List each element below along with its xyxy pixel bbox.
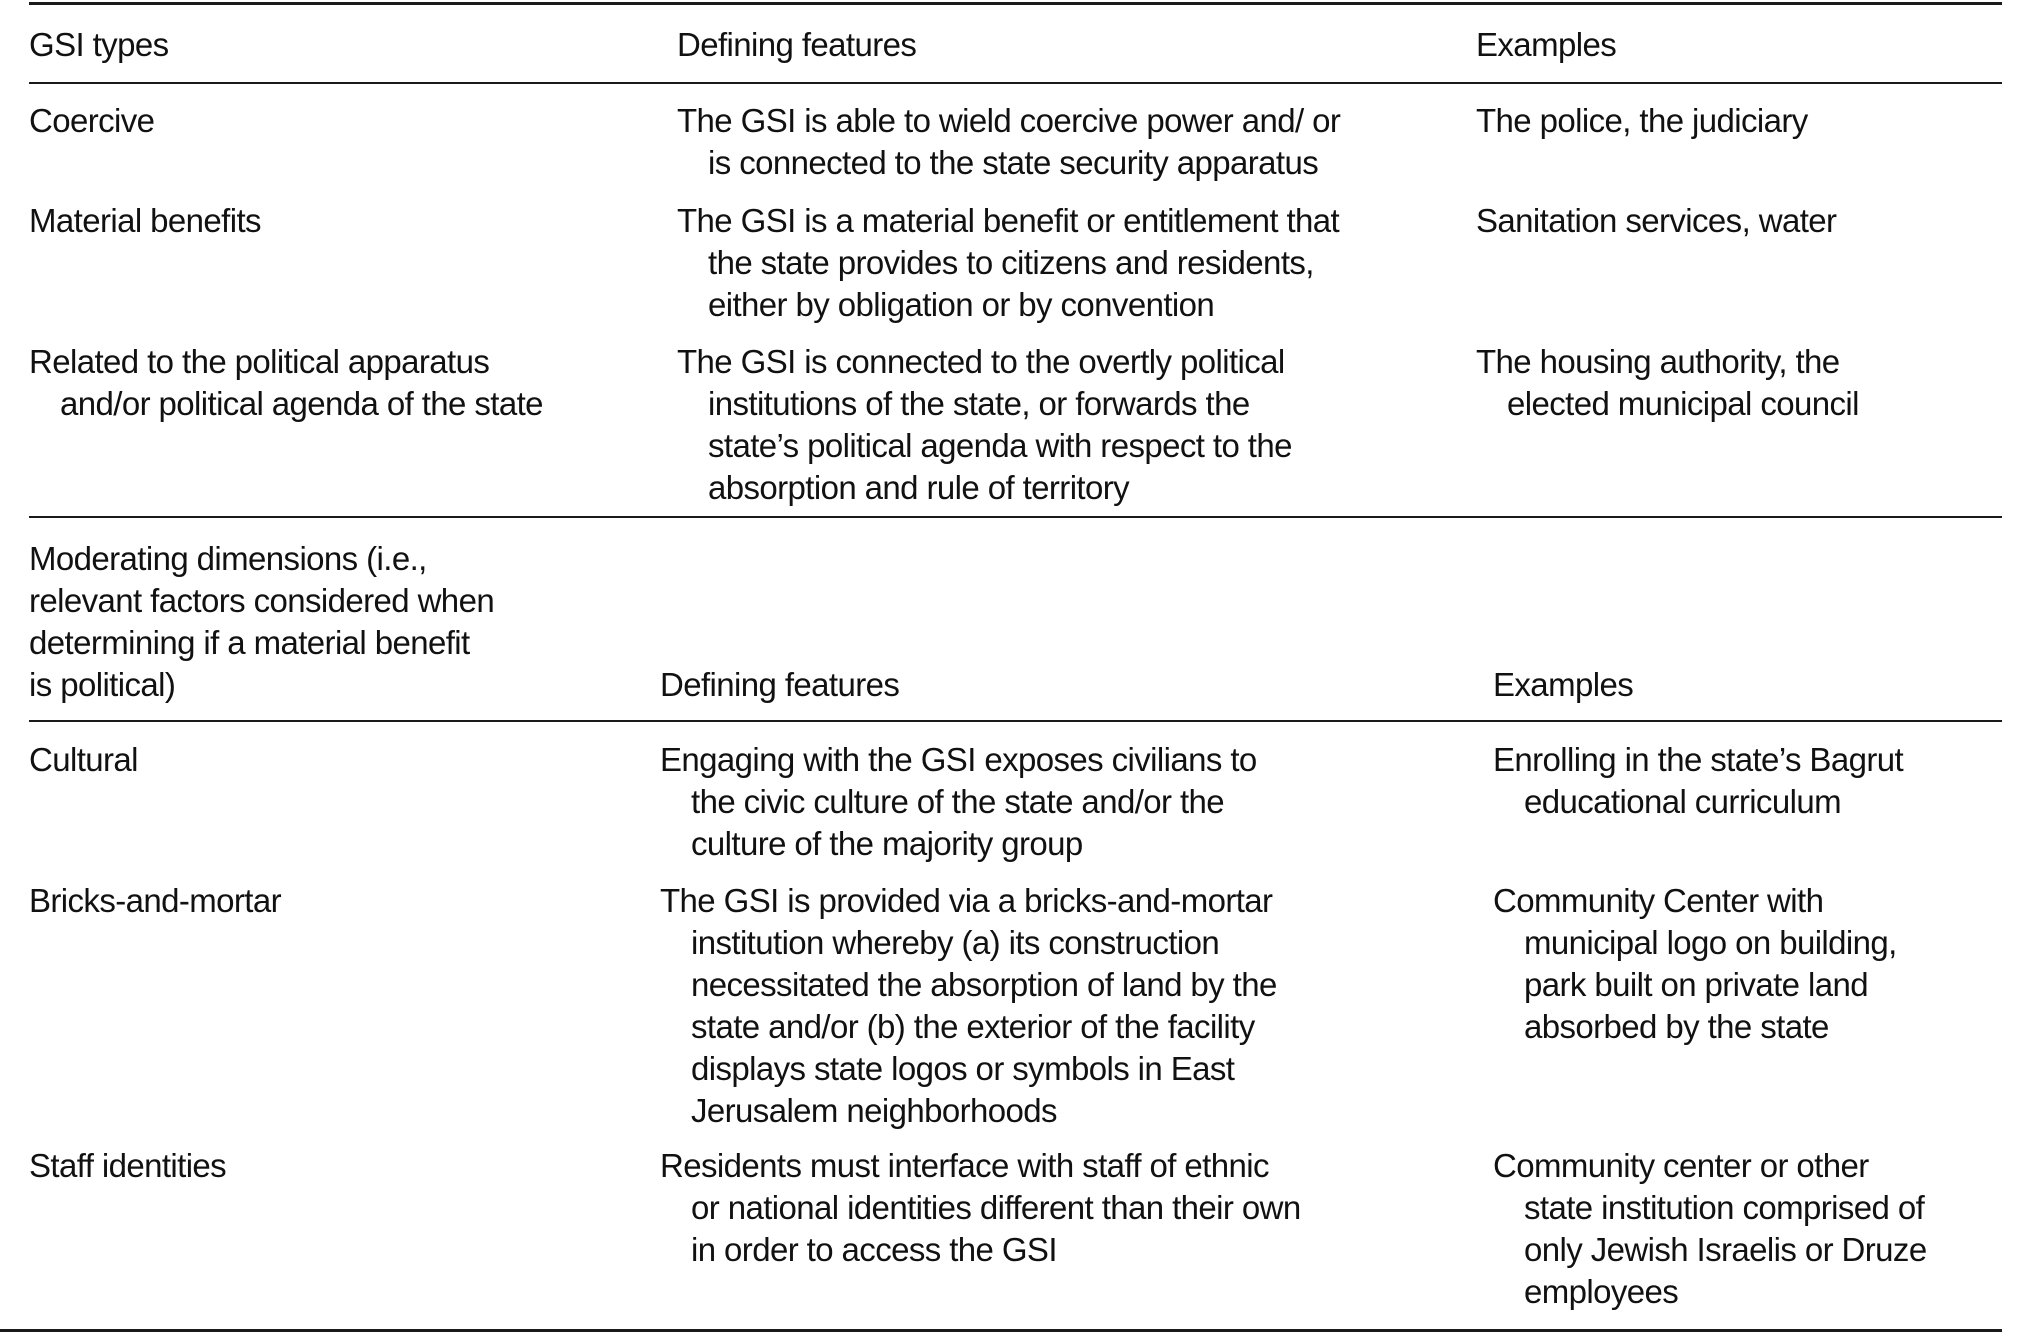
cell-line: employees xyxy=(1524,1273,1679,1310)
row-bricks-dimension xyxy=(29,880,281,922)
row-material-features xyxy=(677,200,1339,326)
cell-line: park built on private land xyxy=(1524,966,1868,1003)
cell-line: The police, the judiciary xyxy=(1476,102,1808,139)
header-text: Examples xyxy=(1476,26,1617,63)
header-text: Examples xyxy=(1493,666,1634,703)
row-material-examples xyxy=(1476,200,1836,242)
cell-line: Community center or other xyxy=(1493,1147,1869,1184)
header-examples-2 xyxy=(1493,664,1633,706)
cell-line: absorption and rule of territory xyxy=(708,469,1130,506)
cell-line: Enrolling in the state’s Bagrut xyxy=(1493,741,1904,778)
cell-line: or national identities different than their own xyxy=(691,1189,1301,1226)
cell-line: and/or political agenda of the state xyxy=(60,385,543,422)
row-cultural-features xyxy=(660,739,1257,865)
cell-line: institution whereby (a) its construction xyxy=(691,924,1220,961)
row-staff-examples xyxy=(1493,1145,1927,1313)
cell-line: Staff identities xyxy=(29,1147,227,1184)
header-text: is political) xyxy=(29,666,176,703)
row-political-features xyxy=(677,341,1292,509)
cell-line: institutions of the state, or forwards the xyxy=(708,385,1250,422)
cell-line: municipal logo on building, xyxy=(1524,924,1897,961)
header-text: Defining features xyxy=(660,666,900,703)
row-staff-dimension xyxy=(29,1145,226,1187)
cell-line: state and/or (b) the exterior of the facility xyxy=(691,1008,1255,1045)
header-rule-2 xyxy=(29,720,2002,722)
cell-line: Material benefits xyxy=(29,202,261,239)
cell-line: Coercive xyxy=(29,102,155,139)
section-divider-rule xyxy=(29,516,2002,518)
row-coercive-features xyxy=(677,100,1340,184)
cell-line: The GSI is provided via a bricks-and-mortar xyxy=(660,882,1273,919)
cell-line: culture of the majority group xyxy=(691,825,1083,862)
cell-line: the civic culture of the state and/or the xyxy=(691,783,1225,820)
header-text: GSI types xyxy=(29,26,169,63)
cell-line: Related to the political apparatus xyxy=(29,343,490,380)
cell-line: elected municipal council xyxy=(1507,385,1859,422)
row-political-examples xyxy=(1476,341,1859,425)
cell-line: in order to access the GSI xyxy=(691,1231,1057,1268)
cell-line: Bricks-and-mortar xyxy=(29,882,282,919)
cell-line: The housing authority, the xyxy=(1476,343,1840,380)
header-gsi-types xyxy=(29,24,169,66)
cell-line: the state provides to citizens and residents, xyxy=(708,244,1314,281)
top-rule xyxy=(29,2,2002,5)
header-text: Defining features xyxy=(677,26,917,63)
cell-line: educational curriculum xyxy=(1524,783,1841,820)
header-text: Moderating dimensions (i.e., xyxy=(29,540,427,577)
row-cultural-dimension xyxy=(29,739,138,781)
cell-line: Engaging with the GSI exposes civilians to xyxy=(660,741,1257,778)
header-examples xyxy=(1476,24,1616,66)
cell-line: Cultural xyxy=(29,741,138,778)
header-text: relevant factors considered when xyxy=(29,582,495,619)
cell-line: either by obligation or by convention xyxy=(708,286,1215,323)
cell-line: Jerusalem neighborhoods xyxy=(691,1092,1057,1129)
cell-line: The GSI is connected to the overtly political xyxy=(677,343,1285,380)
cell-line: Community Center with xyxy=(1493,882,1824,919)
cell-line: is connected to the state security apparatus xyxy=(708,144,1319,181)
row-bricks-features xyxy=(660,880,1277,1132)
cell-line: state’s political agenda with respect to the xyxy=(708,427,1292,464)
row-staff-features xyxy=(660,1145,1301,1271)
cell-line: The GSI is able to wield coercive power and/ or xyxy=(677,102,1341,139)
header-rule-1 xyxy=(29,82,2002,84)
header-defining-features xyxy=(677,24,916,66)
cell-line: The GSI is a material benefit or entitlement that xyxy=(677,202,1340,239)
cell-line: Residents must interface with staff of ethnic xyxy=(660,1147,1269,1184)
header-defining-features-2 xyxy=(660,664,899,706)
cell-line: state institution comprised of xyxy=(1524,1189,1925,1226)
header-text: determining if a material benefit xyxy=(29,624,470,661)
cell-line: necessitated the absorption of land by the xyxy=(691,966,1277,1003)
header-moderating-dimensions xyxy=(29,538,494,706)
cell-line: absorbed by the state xyxy=(1524,1008,1829,1045)
cell-line: only Jewish Israelis or Druze xyxy=(1524,1231,1927,1268)
bottom-rule xyxy=(0,1329,2002,1332)
cell-line: Sanitation services, water xyxy=(1476,202,1837,239)
row-cultural-examples xyxy=(1493,739,1903,823)
row-coercive-type xyxy=(29,100,154,142)
cell-line: displays state logos or symbols in East xyxy=(691,1050,1235,1087)
row-material-type xyxy=(29,200,261,242)
row-bricks-examples xyxy=(1493,880,1897,1048)
row-coercive-examples xyxy=(1476,100,1808,142)
row-political-type xyxy=(29,341,543,425)
